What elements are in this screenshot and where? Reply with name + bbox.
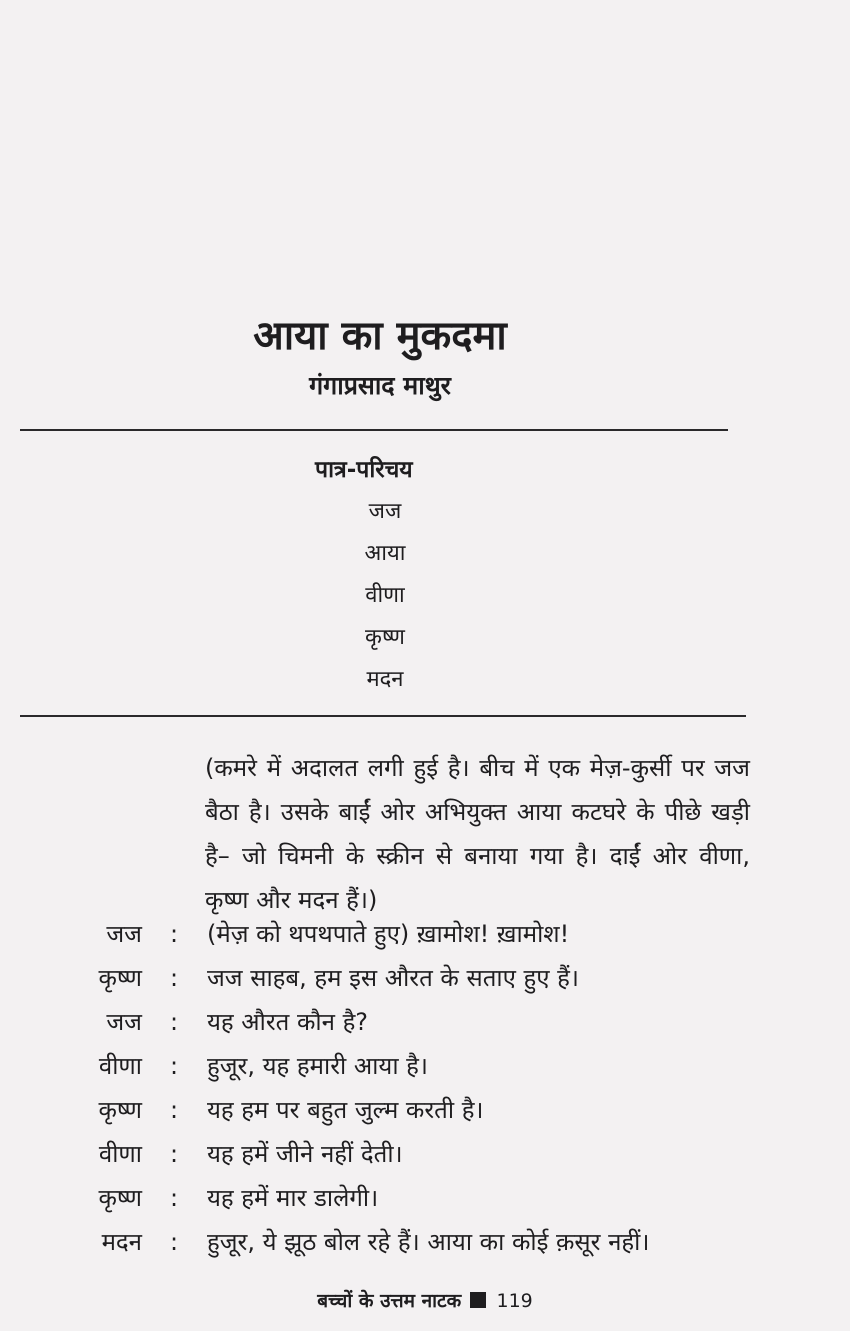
cast-member: जज (368, 499, 402, 524)
black-square-icon (470, 1292, 486, 1308)
dialogue-line (0, 1003, 850, 1047)
dialogue (0, 915, 850, 1267)
speaker-name: जज (106, 920, 142, 948)
speaker-colon: : (170, 920, 179, 948)
divider-bottom (20, 715, 746, 717)
divider-top (20, 429, 728, 431)
book-title: बच्चों के उत्तम नाटक (317, 1290, 462, 1312)
stage-direction: (कमरे में अदालत लगी हुई है। बीच में एक मेज़-कुर्सी पर जज बैठा है। उसके बाईं ओर अभियुक्त आया कटघरे के पीछे खड़ी है– जो चिमनी के स्क्रीन से बनाया गया है। दाईं ओर वीणा, कृष्ण और मदन हैं।) (205, 754, 750, 914)
cast-member: मदन (366, 667, 404, 692)
speaker-name: कृष्ण (98, 964, 142, 992)
speaker-name: कृष्ण (98, 1184, 142, 1212)
speaker-name: वीणा (98, 1052, 142, 1080)
speaker-name: वीणा (98, 1140, 142, 1168)
cast-list (300, 494, 470, 704)
speaker-colon: : (170, 1140, 179, 1168)
dialogue-line (0, 1091, 850, 1135)
speech-text: हुजूर, यह हमारी आया है। (207, 1052, 429, 1080)
speaker-colon: : (170, 1052, 179, 1080)
speaker-colon: : (170, 1184, 179, 1212)
author-name: गंगाप्रसाद माथुर (309, 371, 451, 400)
page-footer (0, 1286, 850, 1316)
dialogue-line (0, 1179, 850, 1223)
cast-member: आया (364, 541, 406, 566)
page-title: आया का मुकदमा (253, 313, 507, 359)
dialogue-line (0, 959, 850, 1003)
dialogue-line (0, 1135, 850, 1179)
dialogue-line (0, 1047, 850, 1091)
speech-text: यह औरत कौन है? (207, 1008, 369, 1036)
dialogue-line (0, 1223, 850, 1267)
speaker-colon: : (170, 1008, 179, 1036)
speech-text: यह हमें मार डालेगी। (207, 1184, 379, 1212)
speech-text: हुजूर, ये झूठ बोल रहे हैं। आया का कोई क़सूर नहीं। (207, 1228, 650, 1256)
cast-heading: पात्र-परिचय (315, 457, 413, 483)
page-number: 119 (496, 1290, 533, 1312)
speech-text: (मेज़ को थपथपाते हुए) ख़ामोश! ख़ामोश! (207, 920, 570, 948)
dialogue-line (0, 915, 850, 959)
speech-text: यह हमें जीने नहीं देती। (207, 1140, 403, 1168)
speaker-name: कृष्ण (98, 1096, 142, 1124)
speech-text: यह हम पर बहुत जुल्म करती है। (207, 1096, 484, 1124)
speaker-colon: : (170, 1096, 179, 1124)
cast-member: कृष्ण (365, 625, 405, 650)
speech-text: जज साहब, हम इस औरत के सताए हुए हैं। (207, 964, 579, 992)
cast-member: वीणा (365, 583, 405, 608)
speaker-colon: : (170, 964, 179, 992)
speaker-name: जज (106, 1008, 142, 1036)
speaker-name: मदन (101, 1228, 142, 1256)
speaker-colon: : (170, 1228, 179, 1256)
